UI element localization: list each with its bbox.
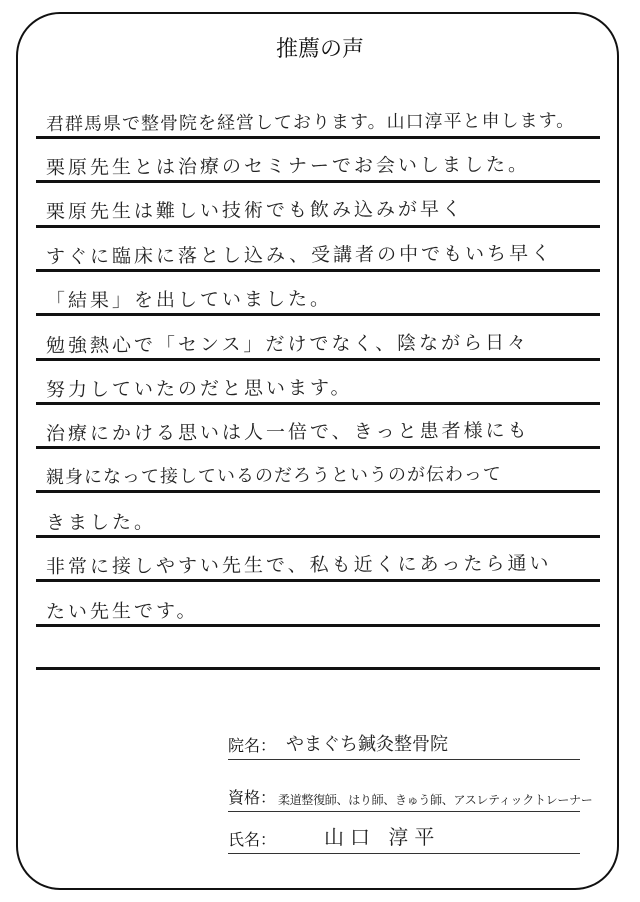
ruled-line xyxy=(36,446,600,449)
ruled-line xyxy=(36,269,600,272)
ruled-line xyxy=(36,225,600,228)
ruled-line xyxy=(36,490,600,493)
text-line: 栗原先生は難しい技術でも飲み込みが早く xyxy=(45,198,465,223)
ruled-line xyxy=(36,358,600,361)
clinic-label: 院名： xyxy=(228,736,277,755)
text-line: 栗原先生とは治療のセミナーでお会いしました。 xyxy=(45,153,531,179)
qualification-underline xyxy=(228,811,580,812)
text-line: 非常に接しやすい先生で、私も近くにあったら通い xyxy=(45,552,552,578)
clinic-value: やまぐち鍼灸整骨院 xyxy=(286,734,448,755)
clinic-underline xyxy=(228,759,580,760)
qualification-label: 資格： xyxy=(228,788,277,807)
clinic-row xyxy=(228,732,580,760)
qualification-row xyxy=(228,784,593,812)
ruled-line xyxy=(36,402,600,405)
ruled-line xyxy=(36,624,600,627)
name-value: 山口 淳平 xyxy=(324,825,441,849)
ruled-line xyxy=(36,667,600,670)
text-line: 勉強熱心で「センス」だけでなく、陰ながら日々 xyxy=(45,331,530,357)
qualification-value: 柔道整復師、はり師、きゅう師、アスレティックトレーナー xyxy=(278,793,593,807)
text-line: 親身になって接しているのだろうというのが伝わって xyxy=(45,463,502,488)
page-title: 推薦の声 xyxy=(275,37,364,62)
name-label: 氏名： xyxy=(228,830,277,849)
text-line: すぐに臨床に落とし込み、受講者の中でもいち早く xyxy=(45,242,554,268)
ruled-line xyxy=(36,180,600,183)
ruled-line xyxy=(36,313,600,316)
name-row xyxy=(228,826,580,854)
text-line: 君群馬県で整骨院を経営しております。山口淳平と申します。 xyxy=(45,110,576,135)
name-underline xyxy=(228,853,580,854)
ruled-line xyxy=(36,535,600,538)
text-line: きました。 xyxy=(45,511,157,534)
ruled-line xyxy=(36,579,600,582)
text-line: 「結果」を出していました。 xyxy=(45,288,333,312)
text-line: 努力していたのだと思います。 xyxy=(45,376,353,401)
text-line: たい先生です。 xyxy=(45,599,199,623)
ruled-line xyxy=(36,136,600,139)
text-line: 治療にかける思いは人一倍で、きっと患者様にも xyxy=(45,419,530,445)
